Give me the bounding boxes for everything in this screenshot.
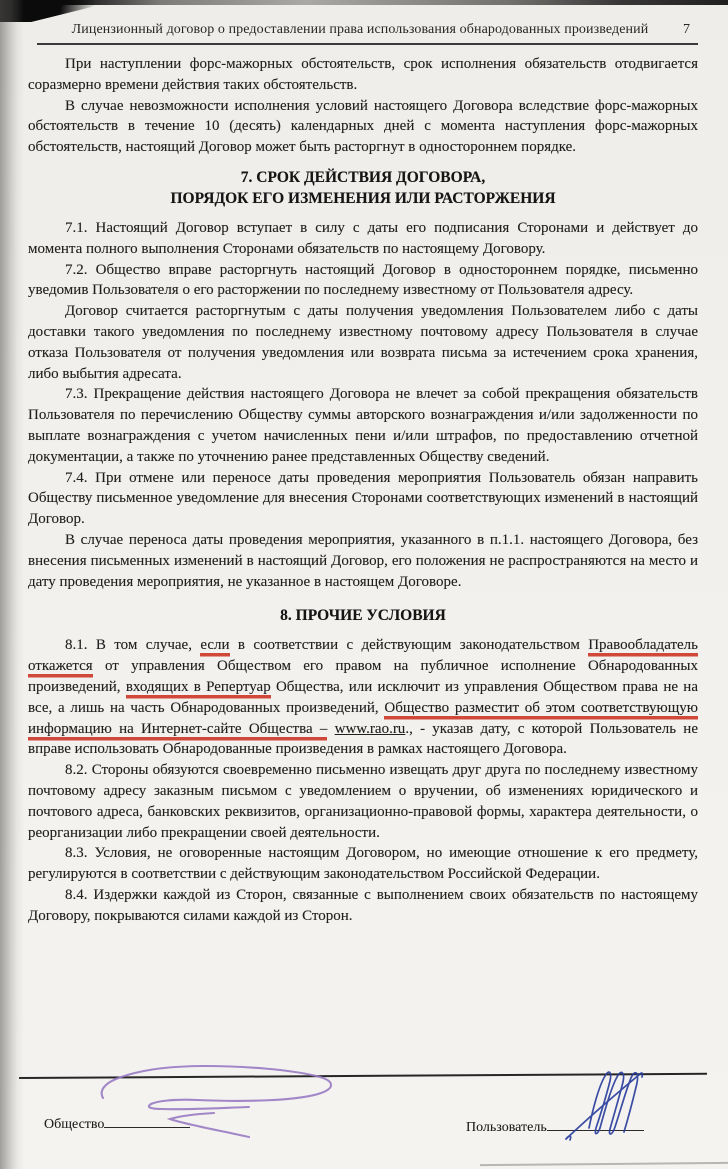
paragraph-7-2: 7.2. Общество вправе расторгнуть настоящий Договор в одностороннем порядке, письменно уведомив Пользователя о его расторжении по последнему известному от Пользователя адресу. [28, 261, 698, 299]
company-signature-line [104, 1114, 190, 1128]
user-label: Пользователь [466, 1120, 547, 1135]
scan-artifact-left-shadow [0, 0, 24, 1169]
section-8-heading: 8. ПРОЧИЕ УСЛОВИЯ [280, 607, 446, 625]
section-7-heading: 7. СРОК ДЕЙСТВИЯ ДОГОВОРА, ПОРЯДОК ЕГО ИЗМЕНЕНИЯ ИЛИ РАСТОРЖЕНИЯ [170, 168, 556, 207]
signature-separator-line [19, 1073, 707, 1079]
pen-underline-internet-site: Общество разместит об этом соответствующую информацию на Интернет-сайте Общества – [28, 699, 698, 737]
paragraph-8-2: 8.2. Стороны обязуются своевременно письменно извещать друг друга по последнему известному почтовому адресу заказным письмом с уведомлением о вручении, об изменениях юридического и почтового адреса, банковских реквизитов, организационно-правовой формы, характера деятельности, о реорганизации либо прекращении своей деятельности. [28, 762, 698, 841]
paragraph-force-majeure-2: В случае невозможности исполнения условий настоящего Договора вследствие форс-мажорных обстоятельств в течение 10 (десять) календарных дней с момента наступления форс-мажорных обстоятельств, настоящий Договор может быть расторгнут в одностороннем порядке. [28, 97, 698, 156]
user-signature-line [547, 1117, 644, 1131]
page-header [28, 22, 698, 38]
company-signature-block [44, 1114, 190, 1133]
pen-underline-esli: если [200, 637, 230, 654]
paragraph-7-4-continuation: В случае переноса даты проведения мероприятия, указанного в п.1.1. настоящего Договора, без внесения письменных изменений в настоящий Договор, его положения не распространяются на место и дату проведения мероприятия, не указанное в настоящем Договоре. [28, 531, 698, 590]
paragraph-7-3: 7.3. Прекращение действия настоящего Договора не влечет за собой прекращения обязательств Пользователя по перечислению Обществу суммы авторского вознаграждения и/или задолженности по выплате вознаграждения с учетом начисленных пени и/или штрафов, по предоставлению отчетной документации, а также по уточнению ранее представленных Обществу сведений. [28, 386, 698, 465]
paragraph-8-1: 8.1. В том случае, если в соответствии с действующим законодательством Правообладатель откажется от управления Обществом его правом на публичное исполнение Обнародованных произведений, входящих в Репертуар Общества, или исключит из управления Обществом права не на все, а лишь на часть Обнародованных произведений, Общество разместит об этом соответствующую информацию на Интернет-сайте Общества – www.rao.ru., - указав дату, с которой Пользователь не вправе использовать Обнародованные произведения в рамках настоящего Договора. [28, 637, 698, 758]
header-rule [37, 43, 698, 45]
paragraph-force-majeure-1: При наступлении форс-мажорных обстоятельств, срок исполнения обязательств отодвигается соразмерно времени действия таких обстоятельств. [28, 56, 698, 93]
rao-site-link: www.rao.ru [334, 720, 406, 737]
paragraph-7-2-continuation: Договор считается расторгнутым с даты получения уведомления Пользователем либо с даты доставки такого уведомления по последнему известному почтовому адресу Пользователя в случае отказа Пользователя от получения уведомления или возврата письма за истечением срока хранения, либо выбытия адресата. [28, 303, 698, 382]
paragraph-7-1: 7.1. Настоящий Договор вступает в силу с даты его подписания Сторонами и действует до момента полного выполнения Сторонами обязательств по настоящему Договору. [28, 219, 698, 257]
paragraph-7-4: 7.4. При отмене или переносе даты проведения мероприятия Пользователь обязан направить Обществу письменное уведомление для внесения Сторонами соответствующих изменений в настоящий Договор. [28, 469, 698, 528]
pen-underline-repertuar: входящих в Репертуар [125, 678, 271, 695]
scan-artifact-bottom-edge [480, 1162, 728, 1166]
paragraph-8-4: 8.4. Издержки каждой из Сторон, связанные с выполнением своих обязательств по настоящему Договору, покрываются силами каждой из Сторон. [28, 886, 698, 924]
document-title: Лицензионный договор о предоставлении права использования обнародованных произведений [71, 22, 649, 37]
page-number: 7 [683, 22, 690, 37]
pen-underline-pravoobladatel: Правообладатель откажется [28, 637, 698, 675]
document-body [28, 54, 698, 926]
paragraph-8-3: 8.3. Условия, не оговоренные настоящим Договором, но имеющие отношение к его предмету, регулируются в соответствии с действующим законодательством Российской Федерации. [28, 845, 698, 883]
company-label: Общество [44, 1117, 105, 1132]
user-signature-block [466, 1117, 644, 1136]
